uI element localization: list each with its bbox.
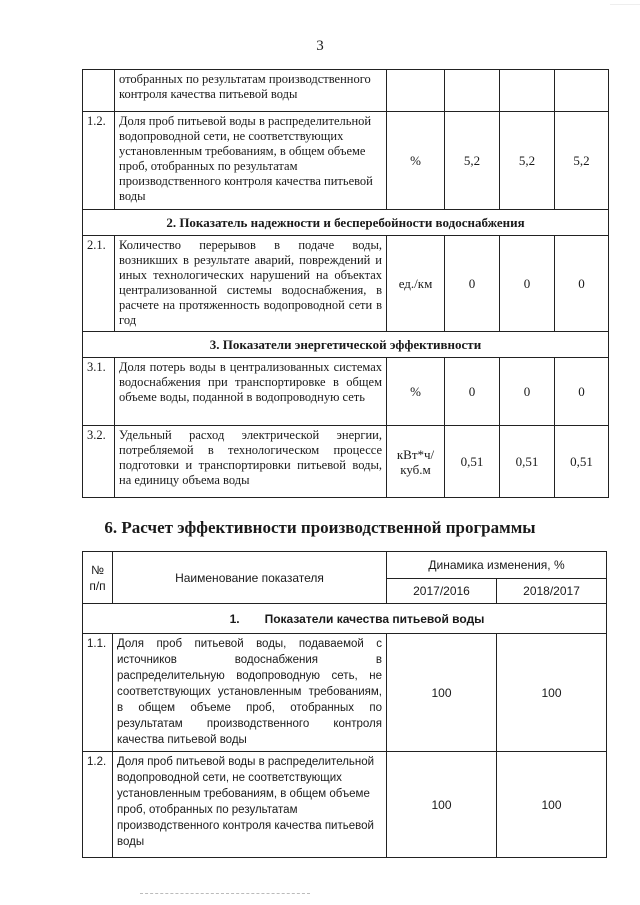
row-number: 1.2. [83, 752, 113, 858]
row-number: 1.2. [83, 112, 115, 210]
efficiency-table [82, 551, 607, 858]
table-row [83, 426, 609, 498]
value-cell: 100 [497, 634, 607, 752]
section-title: 2. Показатель надежности и бесперебойности водоснабжения [83, 210, 609, 236]
value-cell: 0 [445, 236, 500, 332]
unit-cell: % [387, 358, 445, 426]
indicator-name: Доля проб питьевой воды в распределительной водопроводной сети, не соответствующих установленным требованиям, в общем объеме проб, отобранных по результатам производственного контроля качества питьевой воды [113, 752, 387, 858]
section-title [83, 604, 607, 634]
value-cell: 0 [500, 236, 555, 332]
header-row [83, 552, 607, 579]
unit-cell: кВт*ч/ куб.м [387, 426, 445, 498]
table-row [83, 634, 607, 752]
value-cell [500, 70, 555, 112]
table-row [83, 70, 609, 112]
row-number: 2.1. [83, 236, 115, 332]
indicators-table [82, 69, 609, 498]
section-title: 3. Показатели энергетической эффективности [83, 332, 609, 358]
value-cell: 5,2 [445, 112, 500, 210]
unit-cell: ед./км [387, 236, 445, 332]
value-cell: 100 [387, 752, 497, 858]
table-row [83, 112, 609, 210]
col-header-number: № п/п [83, 552, 113, 604]
row-number: 3.2. [83, 426, 115, 498]
col-header-year2: 2018/2017 [497, 579, 607, 604]
indicator-name: Доля проб питьевой воды, подаваемой с источников водоснабжения в распределительную водопроводную сеть, не соответствующих установленным требованиям, в общем объеме проб, отобранных по результатам производственного контроля качества питьевой воды [113, 634, 387, 752]
unit-cell: % [387, 112, 445, 210]
scan-footer-mark [140, 893, 310, 898]
value-cell: 100 [387, 634, 497, 752]
table-row [83, 752, 607, 858]
value-cell: 0 [555, 236, 609, 332]
value-cell: 0 [555, 358, 609, 426]
col-header-year1: 2017/2016 [387, 579, 497, 604]
page-number: 3 [316, 38, 324, 54]
row-number [83, 70, 115, 112]
section-row [83, 332, 609, 358]
col-header-name: Наименование показателя [113, 552, 387, 604]
value-cell: 5,2 [500, 112, 555, 210]
value-cell: 0,51 [555, 426, 609, 498]
indicator-name: Доля проб питьевой воды в распределительной водопроводной сети, не соответствующих установленным требованиям, в общем объеме проб, отобранных по результатам производственного контроля качества питьевой воды [115, 112, 387, 210]
value-cell [555, 70, 609, 112]
row-number: 1.1. [83, 634, 113, 752]
section-row [83, 210, 609, 236]
indicator-name: Доля потерь воды в централизованных системах водоснабжения при транспортировке в общем объеме воды, поданной в водопроводную сеть [115, 358, 387, 426]
value-cell: 0,51 [445, 426, 500, 498]
value-cell: 5,2 [555, 112, 609, 210]
value-cell: 100 [497, 752, 607, 858]
section-row [83, 604, 607, 634]
section-heading: 6. Расчет эффективности производственной программы [104, 518, 536, 537]
row-number: 3.1. [83, 358, 115, 426]
indicator-name: Удельный расход электрической энергии, потребляемой в технологическом процессе подготовки и транспортировки питьевой воды, на единицу объема воды [115, 426, 387, 498]
indicator-name: отобранных по результатам производственного контроля качества питьевой воды [115, 70, 387, 112]
section-label: Показатели качества питьевой воды [264, 611, 485, 626]
value-cell [445, 70, 500, 112]
table-row [83, 358, 609, 426]
value-cell: 0 [500, 358, 555, 426]
section-number: 1. [229, 611, 240, 626]
unit-cell [387, 70, 445, 112]
value-cell: 0,51 [500, 426, 555, 498]
value-cell: 0 [445, 358, 500, 426]
table-row [83, 236, 609, 332]
col-header-dynamics: Динамика изменения, % [387, 552, 607, 579]
scan-mark [610, 0, 640, 5]
indicator-name: Количество перерывов в подаче воды, возникших в результате аварий, повреждений и иных технологических нарушений на объектах централизованной системы водоснабжения, в расчете на протяженность водопроводной сети в год [115, 236, 387, 332]
